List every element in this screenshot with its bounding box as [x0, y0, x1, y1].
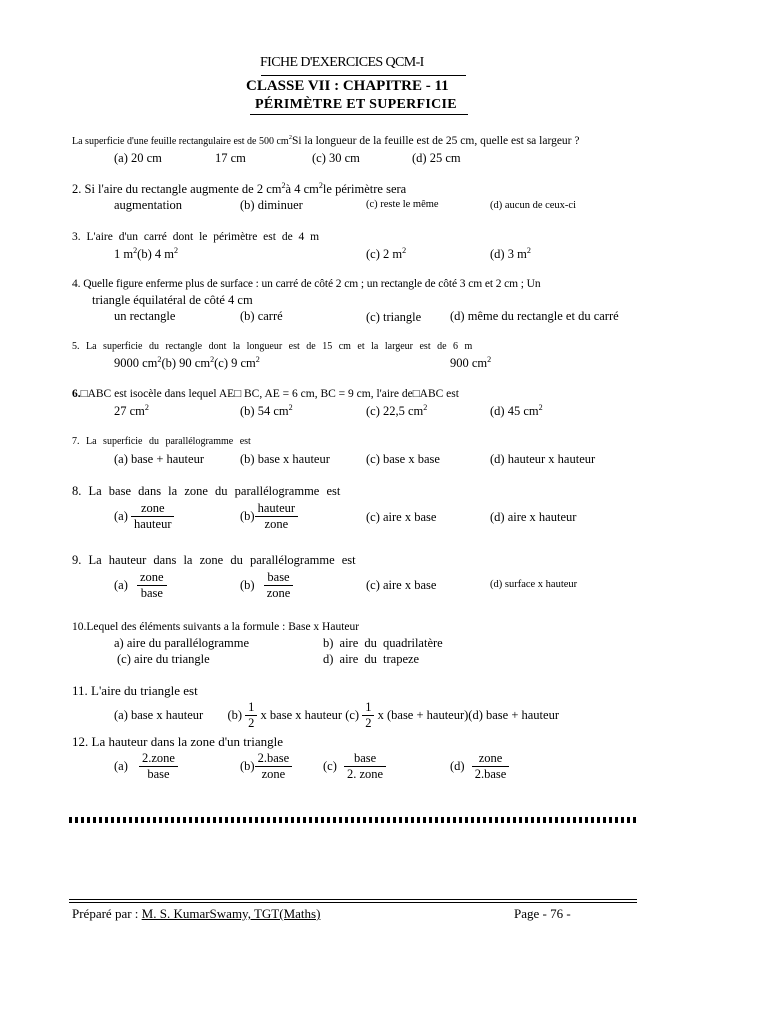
question-12: 12. La hauteur dans la zone d'un triangle [72, 734, 283, 749]
question-10: 10.Lequel des éléments suivants a la formule : Base x Hauteur [72, 621, 360, 633]
question-4-line-2: triangle équilatéral de côté 4 cm [92, 293, 253, 307]
perpendicular-symbol-icon: □ [234, 388, 242, 400]
q10-option-b: b) aire du quadrilatère [323, 636, 443, 650]
author-name: M. S. KumarSwamy, TGT(Maths) [141, 906, 321, 921]
q7-option-c: (c) base x base [366, 452, 440, 466]
worksheet-title: FICHE D'EXERCICES QCM-I [260, 55, 424, 70]
q3-option-d: (d) 3 $m^2$ [490, 246, 531, 261]
q4-option-d: (d) même du rectangle et du carré [450, 309, 619, 323]
q9-option-d: (d) surface x hauteur [490, 579, 578, 590]
question-4-line-1: 4. Quelle figure enferme plus de surface : un carré de côté 2 cm ; un rectangle de côté 3 cm et 2 cm ; Un [72, 278, 541, 290]
q10-option-a: a) aire du parallélogramme [114, 636, 249, 650]
question-6: 6.□ABC est isocèle dans lequel AE□ BC, AE = 6 cm, BC = 9 cm, l'aire de□ABC est [72, 388, 459, 400]
q1-option-a: (a) 20 cm [114, 151, 162, 165]
page-number: Page - 76 - [514, 906, 571, 921]
q12-option-a: (a) $\frac{\text{2.zone}}{\text{base}}$ [114, 751, 178, 782]
q6-option-c: (c) 22,5 $cm^2$ [366, 403, 428, 418]
question-7: 7. La superficie du parallélogramme est [72, 436, 251, 447]
q1-option-c: (c) 30 cm [312, 151, 360, 165]
question-11: 11. L'aire du triangle est [72, 683, 198, 698]
fraction: $\frac{\text{zone}}{\text{hauteur}}$ [131, 501, 174, 532]
q10-option-d: d) aire du trapeze [323, 652, 420, 666]
footer-rule-top [69, 899, 637, 900]
fraction: $\frac{\text{hauteur}}{\text{zone}}$ [255, 501, 298, 532]
q8-option-b: (b) $\frac{\text{hauteur}}{\text{zone}}$ [240, 501, 298, 532]
question-5: 5. La superficie du rectangle dont la longueur est de 15 cm et la largeur est de 6 m [72, 341, 473, 352]
q4-option-c: (c) triangle [366, 310, 422, 324]
q9-option-c: (c) aire x base [366, 578, 437, 592]
q3-option-a-b: 1 $m^2(b)$ 4 $m^2$ [114, 246, 179, 261]
q12-option-b: (b) $\frac{\text{2.base}}{\text{zone}}$ [240, 751, 292, 782]
fraction: $\frac{\text{2.zone}}{\text{base}}$ [139, 751, 178, 782]
question-2: 2. Si l'aire du rectangle augmente de 2 $cm^2à$ 4 $cm^2le$ périmètre sera [72, 181, 407, 196]
q2-option-b: (b) diminuer [240, 198, 303, 212]
q12-option-d: (d) $\frac{\text{zone}}{\text{2.base}}$ [450, 751, 509, 782]
subtitle-rule [250, 114, 468, 115]
q10-option-c: (c) aire du triangle [117, 652, 210, 666]
q11-options: (a) base x hauteur (b) $\frac{1}{2}$ x base x hauteur (c) $\frac{1}{2}$ x (base + hauteur)(d) base + hauteur [114, 700, 559, 730]
q2-option-a: augmentation [114, 198, 183, 212]
triangle-symbol-icon: □ [412, 388, 420, 400]
footer: Préparé par : M. S. KumarSwamy, TGT(Maths) [72, 906, 321, 921]
q7-option-d: (d) hauteur x hauteur [490, 452, 596, 466]
fraction-half: $\frac{1}{2}$ [245, 700, 257, 731]
q2-option-d: (d) aucun de ceux-ci [490, 200, 576, 211]
q1-option-d: (d) 25 cm [412, 151, 461, 165]
question-1: La superficie d'une feuille rectangulaire est de 500 $cm^2Si$ la longueur de la feuille est de 25 cm, quelle est sa largeur ? [72, 134, 580, 147]
question-3: 3. L'aire d'un carré dont le périmètre est de 4 m [72, 231, 320, 243]
q9-option-b: (b) $\frac{\text{base}}{\text{zone}}$ [240, 570, 293, 601]
fraction: $\frac{\text{base}}{\text{zone}}$ [264, 570, 294, 601]
fraction-half: $\frac{1}{2}$ [362, 700, 374, 731]
fraction: $\frac{\text{zone}}{\text{base}}$ [137, 570, 167, 601]
q5-option-d: 900 $cm^2$ [450, 355, 492, 370]
question-9: 9. La hauteur dans la zone du parallélogramme est [72, 553, 356, 567]
q7-option-a: (a) base + hauteur [114, 452, 204, 466]
triangle-symbol-icon: □ [80, 388, 88, 400]
q8-option-d: (d) aire x hauteur [490, 510, 577, 524]
q6-option-a: 27 $cm^2$ [114, 403, 149, 418]
q3-option-c: (c) 2 $m^2$ [366, 246, 407, 261]
q5-option-a-b-c: 9000 $cm^2(b)$ 90 $cm^2(c)$ 9 $cm^2$ [114, 355, 260, 370]
fraction: $\frac{\text{base}}{\text{2. zone}}$ [344, 751, 386, 782]
q4-option-a: un rectangle [114, 309, 176, 323]
dotted-separator [69, 817, 637, 823]
q2-option-c: (c) reste le même [366, 199, 439, 210]
title-rule [261, 75, 466, 76]
fraction: $\frac{\text{2.base}}{\text{zone}}$ [255, 751, 293, 782]
q8-option-a: (a) $\frac{\text{zone}}{\text{hauteur}}$ [114, 501, 174, 532]
fraction: $\frac{\text{zone}}{\text{2.base}}$ [472, 751, 510, 782]
q4-option-b: (b) carré [240, 309, 283, 323]
footer-rule-bottom [69, 902, 637, 903]
q7-option-b: (b) base x hauteur [240, 452, 330, 466]
q12-option-c: (c) $\frac{\text{base}}{\text{2. zone}}$ [323, 751, 386, 782]
q8-option-c: (c) aire x base [366, 510, 437, 524]
question-8: 8. La base dans la zone du parallélogramme est [72, 484, 341, 498]
q6-option-d: (d) 45 $cm^2$ [490, 403, 543, 418]
q9-option-a: (a) $\frac{\text{zone}}{\text{base}}$ [114, 570, 167, 601]
chapter-subtitle: PÉRIMÈTRE ET SUPERFICIE [255, 97, 457, 112]
q6-option-b: (b) 54 $cm^2$ [240, 403, 293, 418]
q1-option-b: 17 cm [215, 151, 246, 165]
chapter-heading: CLASSE VII : CHAPITRE - 11 [246, 78, 449, 94]
